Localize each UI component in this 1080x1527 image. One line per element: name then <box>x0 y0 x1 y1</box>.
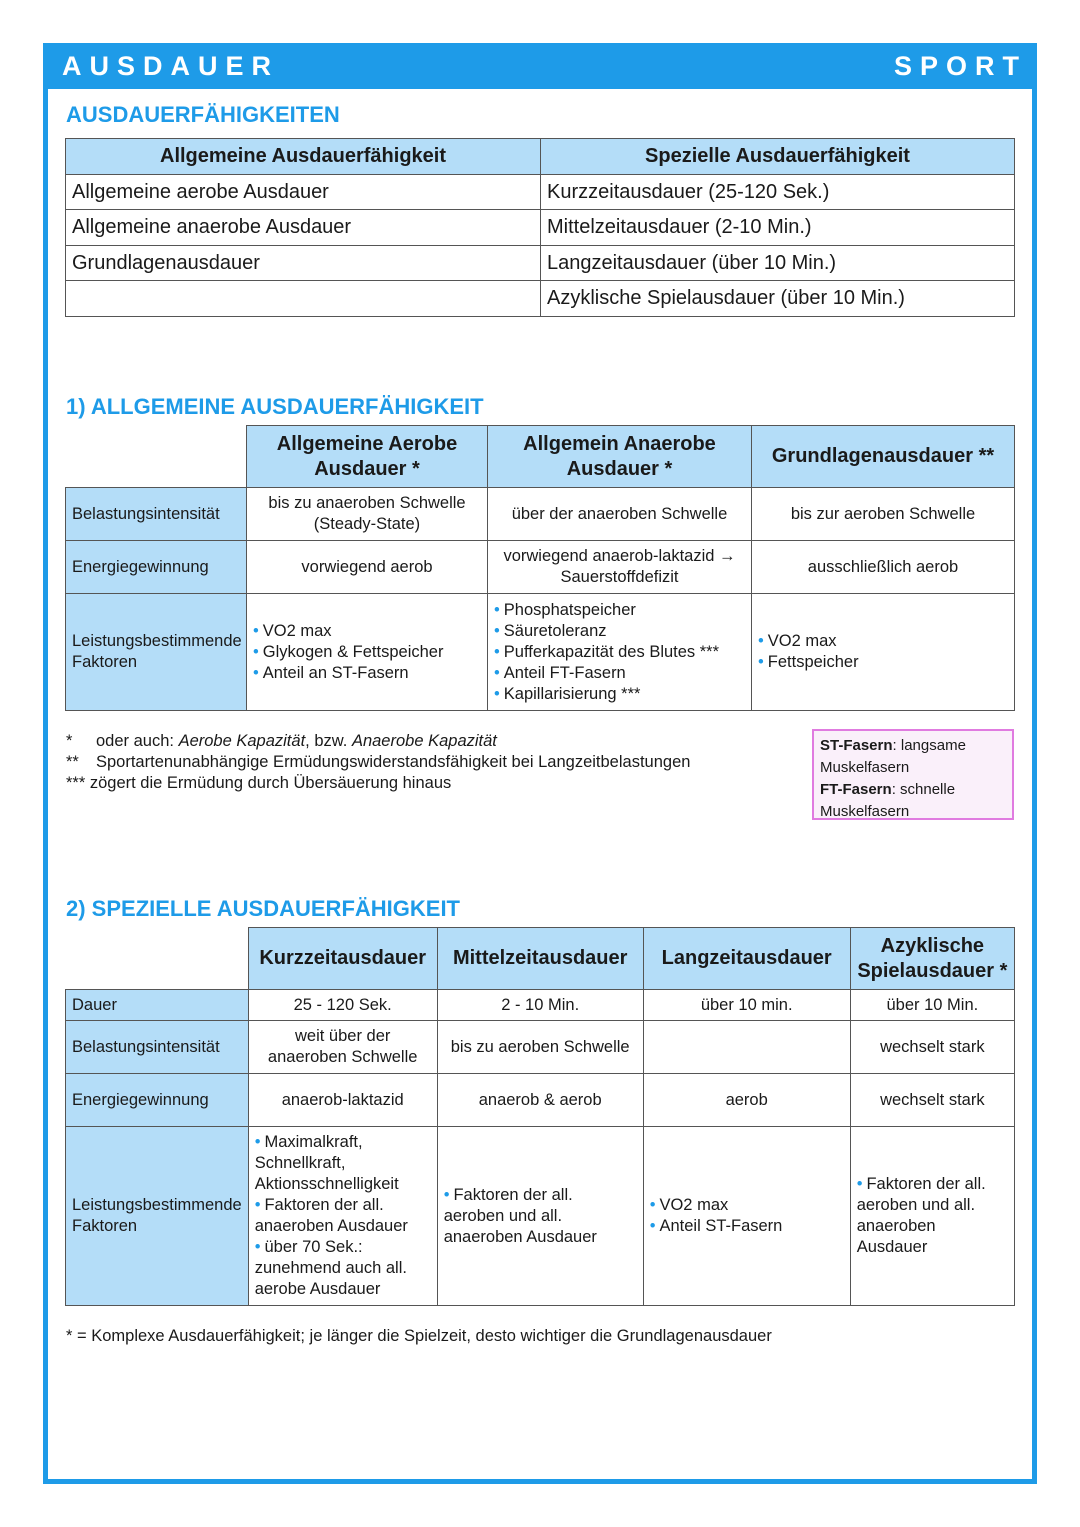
row-label: Energiegewinnung <box>66 541 247 594</box>
table-cell <box>643 1021 850 1074</box>
col-aerobic: Allgemeine Aerobe Ausdauer * <box>247 426 488 488</box>
st-fiber-note <box>820 735 1006 779</box>
table-cell: Grundlagenausdauer <box>66 246 541 281</box>
table-cell: anaerob-laktazid <box>248 1074 437 1127</box>
footnote-emphasis: Aerobe Kapazität <box>178 732 306 750</box>
st-term: ST-Fasern <box>820 737 893 754</box>
table-cell <box>488 594 752 711</box>
footnotes <box>66 731 690 794</box>
footnote-text: Sportartenunabhängige Ermüdungswiderstandsfähigkeit bei Langzeitbelastungen <box>96 753 691 771</box>
ft-text: : schnelle Muskelfasern <box>820 781 956 820</box>
overview-col-general: Allgemeine Ausdauerfähigkeit <box>66 139 541 175</box>
table-cell: wechselt stark <box>850 1074 1014 1127</box>
table-cell: wechselt stark <box>850 1021 1014 1074</box>
table-cell <box>248 1127 437 1306</box>
table-cell <box>850 1127 1014 1306</box>
list-item: • Pufferkapazität des Blutes *** <box>494 642 745 663</box>
list-item: • Faktoren der all. anaeroben Ausdauer <box>255 1195 431 1237</box>
table-cell: bis zu anaeroben Schwelle (Steady-State) <box>247 488 488 541</box>
footnote-mark: ** <box>66 753 79 771</box>
table-cell: Allgemeine anaerobe Ausdauer <box>66 210 541 246</box>
col-short: Kurzzeitausdauer <box>248 928 437 990</box>
ft-term: FT-Fasern <box>820 781 892 798</box>
table-cell: über der anaeroben Schwelle <box>488 488 752 541</box>
list-item: • Anteil an ST-Fasern <box>253 663 481 684</box>
footnote-1 <box>66 731 690 752</box>
table-cell: über 10 Min. <box>850 990 1014 1021</box>
table-cell: weit über der anaeroben Schwelle <box>248 1021 437 1074</box>
row-label: Belastungsintensität <box>66 488 247 541</box>
table-cell <box>66 281 541 317</box>
st-text: : langsame Muskelfasern <box>820 737 966 776</box>
table-cell <box>752 594 1015 711</box>
table-cell: 2 - 10 Min. <box>437 990 643 1021</box>
list-item: • Faktoren der all. aeroben und all. anaeroben Ausdauer <box>444 1185 637 1248</box>
table-cell <box>247 594 488 711</box>
complex-endurance-footnote: * = Komplexe Ausdauerfähigkeit; je länger die Spielzeit, desto wichtiger die Grundlagenausdauer <box>66 1327 772 1345</box>
section-heading-general: 1) ALLGEMEINE AUSDAUERFÄHIGKEIT <box>66 394 484 419</box>
list-item: • Anteil FT-Fasern <box>494 663 745 684</box>
page-title: AUSDAUER <box>62 51 280 81</box>
table-cell: ausschließlich aerob <box>752 541 1015 594</box>
col-acyclic: Azyklische Spielausdauer * <box>850 928 1014 990</box>
general-endurance-table <box>65 425 1015 711</box>
special-endurance-table <box>65 927 1015 1306</box>
footnote-2 <box>66 752 690 773</box>
list-item: • VO2 max <box>650 1195 844 1216</box>
footnote-3 <box>66 773 690 794</box>
col-long: Langzeitausdauer <box>643 928 850 990</box>
list-item: • VO2 max <box>253 621 481 642</box>
row-label: Energiegewinnung <box>66 1074 249 1127</box>
row-label: Belastungsintensität <box>66 1021 249 1074</box>
subject-label: SPORT <box>893 51 1027 81</box>
table-cell: bis zur aeroben Schwelle <box>752 488 1015 541</box>
table-cell: Allgemeine aerobe Ausdauer <box>66 175 541 210</box>
list-item: • Maximalkraft, Schnellkraft, Aktionsschnelligkeit <box>255 1132 431 1195</box>
table-cell: Mittelzeitausdauer (2-10 Min.) <box>541 210 1015 246</box>
empty-corner <box>66 928 249 990</box>
table-cell: aerob <box>643 1074 850 1127</box>
table-cell <box>643 1127 850 1306</box>
overview-table <box>65 138 1015 317</box>
list-item: • Anteil ST-Fasern <box>650 1216 844 1237</box>
table-cell: bis zu aeroben Schwelle <box>437 1021 643 1074</box>
row-label: Dauer <box>66 990 249 1021</box>
col-anaerobic: Allgemein Anaerobe Ausdauer * <box>488 426 752 488</box>
list-item: • Fettspeicher <box>758 652 1008 673</box>
footnote-text: oder auch: <box>96 732 179 750</box>
table-cell: 25 - 120 Sek. <box>248 990 437 1021</box>
row-label: Leistungsbestimmende Faktoren <box>66 594 247 711</box>
table-cell: vorwiegend aerob <box>247 541 488 594</box>
list-item: • Faktoren der all. aeroben und all. anaeroben Ausdauer <box>857 1174 1008 1258</box>
row-label: Leistungsbestimmende Faktoren <box>66 1127 249 1306</box>
empty-corner <box>66 426 247 488</box>
list-item: • Glykogen & Fettspeicher <box>253 642 481 663</box>
col-base: Grundlagenausdauer ** <box>752 426 1015 488</box>
section-heading-overview: AUSDAUERFÄHIGKEITEN <box>66 102 340 127</box>
list-item: • VO2 max <box>758 631 1008 652</box>
footnote-mark: *** <box>66 774 86 792</box>
footnote-text: zögert die Ermüdung durch Übersäuerung hinaus <box>89 774 452 792</box>
table-cell <box>437 1127 643 1306</box>
fiber-info-box <box>812 729 1014 820</box>
ft-fiber-note <box>820 779 1006 823</box>
footnote-text: , bzw. <box>305 732 352 750</box>
footnote-mark: * <box>66 732 73 750</box>
table-cell: anaerob & aerob <box>437 1074 643 1127</box>
overview-col-special: Spezielle Ausdauerfähigkeit <box>541 139 1015 175</box>
list-item: • über 70 Sek.: zunehmend auch all. aerobe Ausdauer <box>255 1237 431 1300</box>
section-heading-special: 2) SPEZIELLE AUSDAUERFÄHIGKEIT <box>66 896 460 921</box>
col-middle: Mittelzeitausdauer <box>437 928 643 990</box>
list-item: • Phosphatspeicher <box>494 600 745 621</box>
title-bar <box>43 43 1037 89</box>
table-cell: Langzeitausdauer (über 10 Min.) <box>541 246 1015 281</box>
list-item: • Kapillarisierung *** <box>494 684 745 705</box>
table-cell: Azyklische Spielausdauer (über 10 Min.) <box>541 281 1015 317</box>
table-cell: vorwiegend anaerob-laktazid → Sauerstoffdefizit <box>488 541 752 594</box>
table-cell: über 10 min. <box>643 990 850 1021</box>
table-cell: Kurzzeitausdauer (25-120 Sek.) <box>541 175 1015 210</box>
list-item: • Säuretoleranz <box>494 621 745 642</box>
footnote-emphasis: Anaerobe Kapazität <box>351 732 497 750</box>
